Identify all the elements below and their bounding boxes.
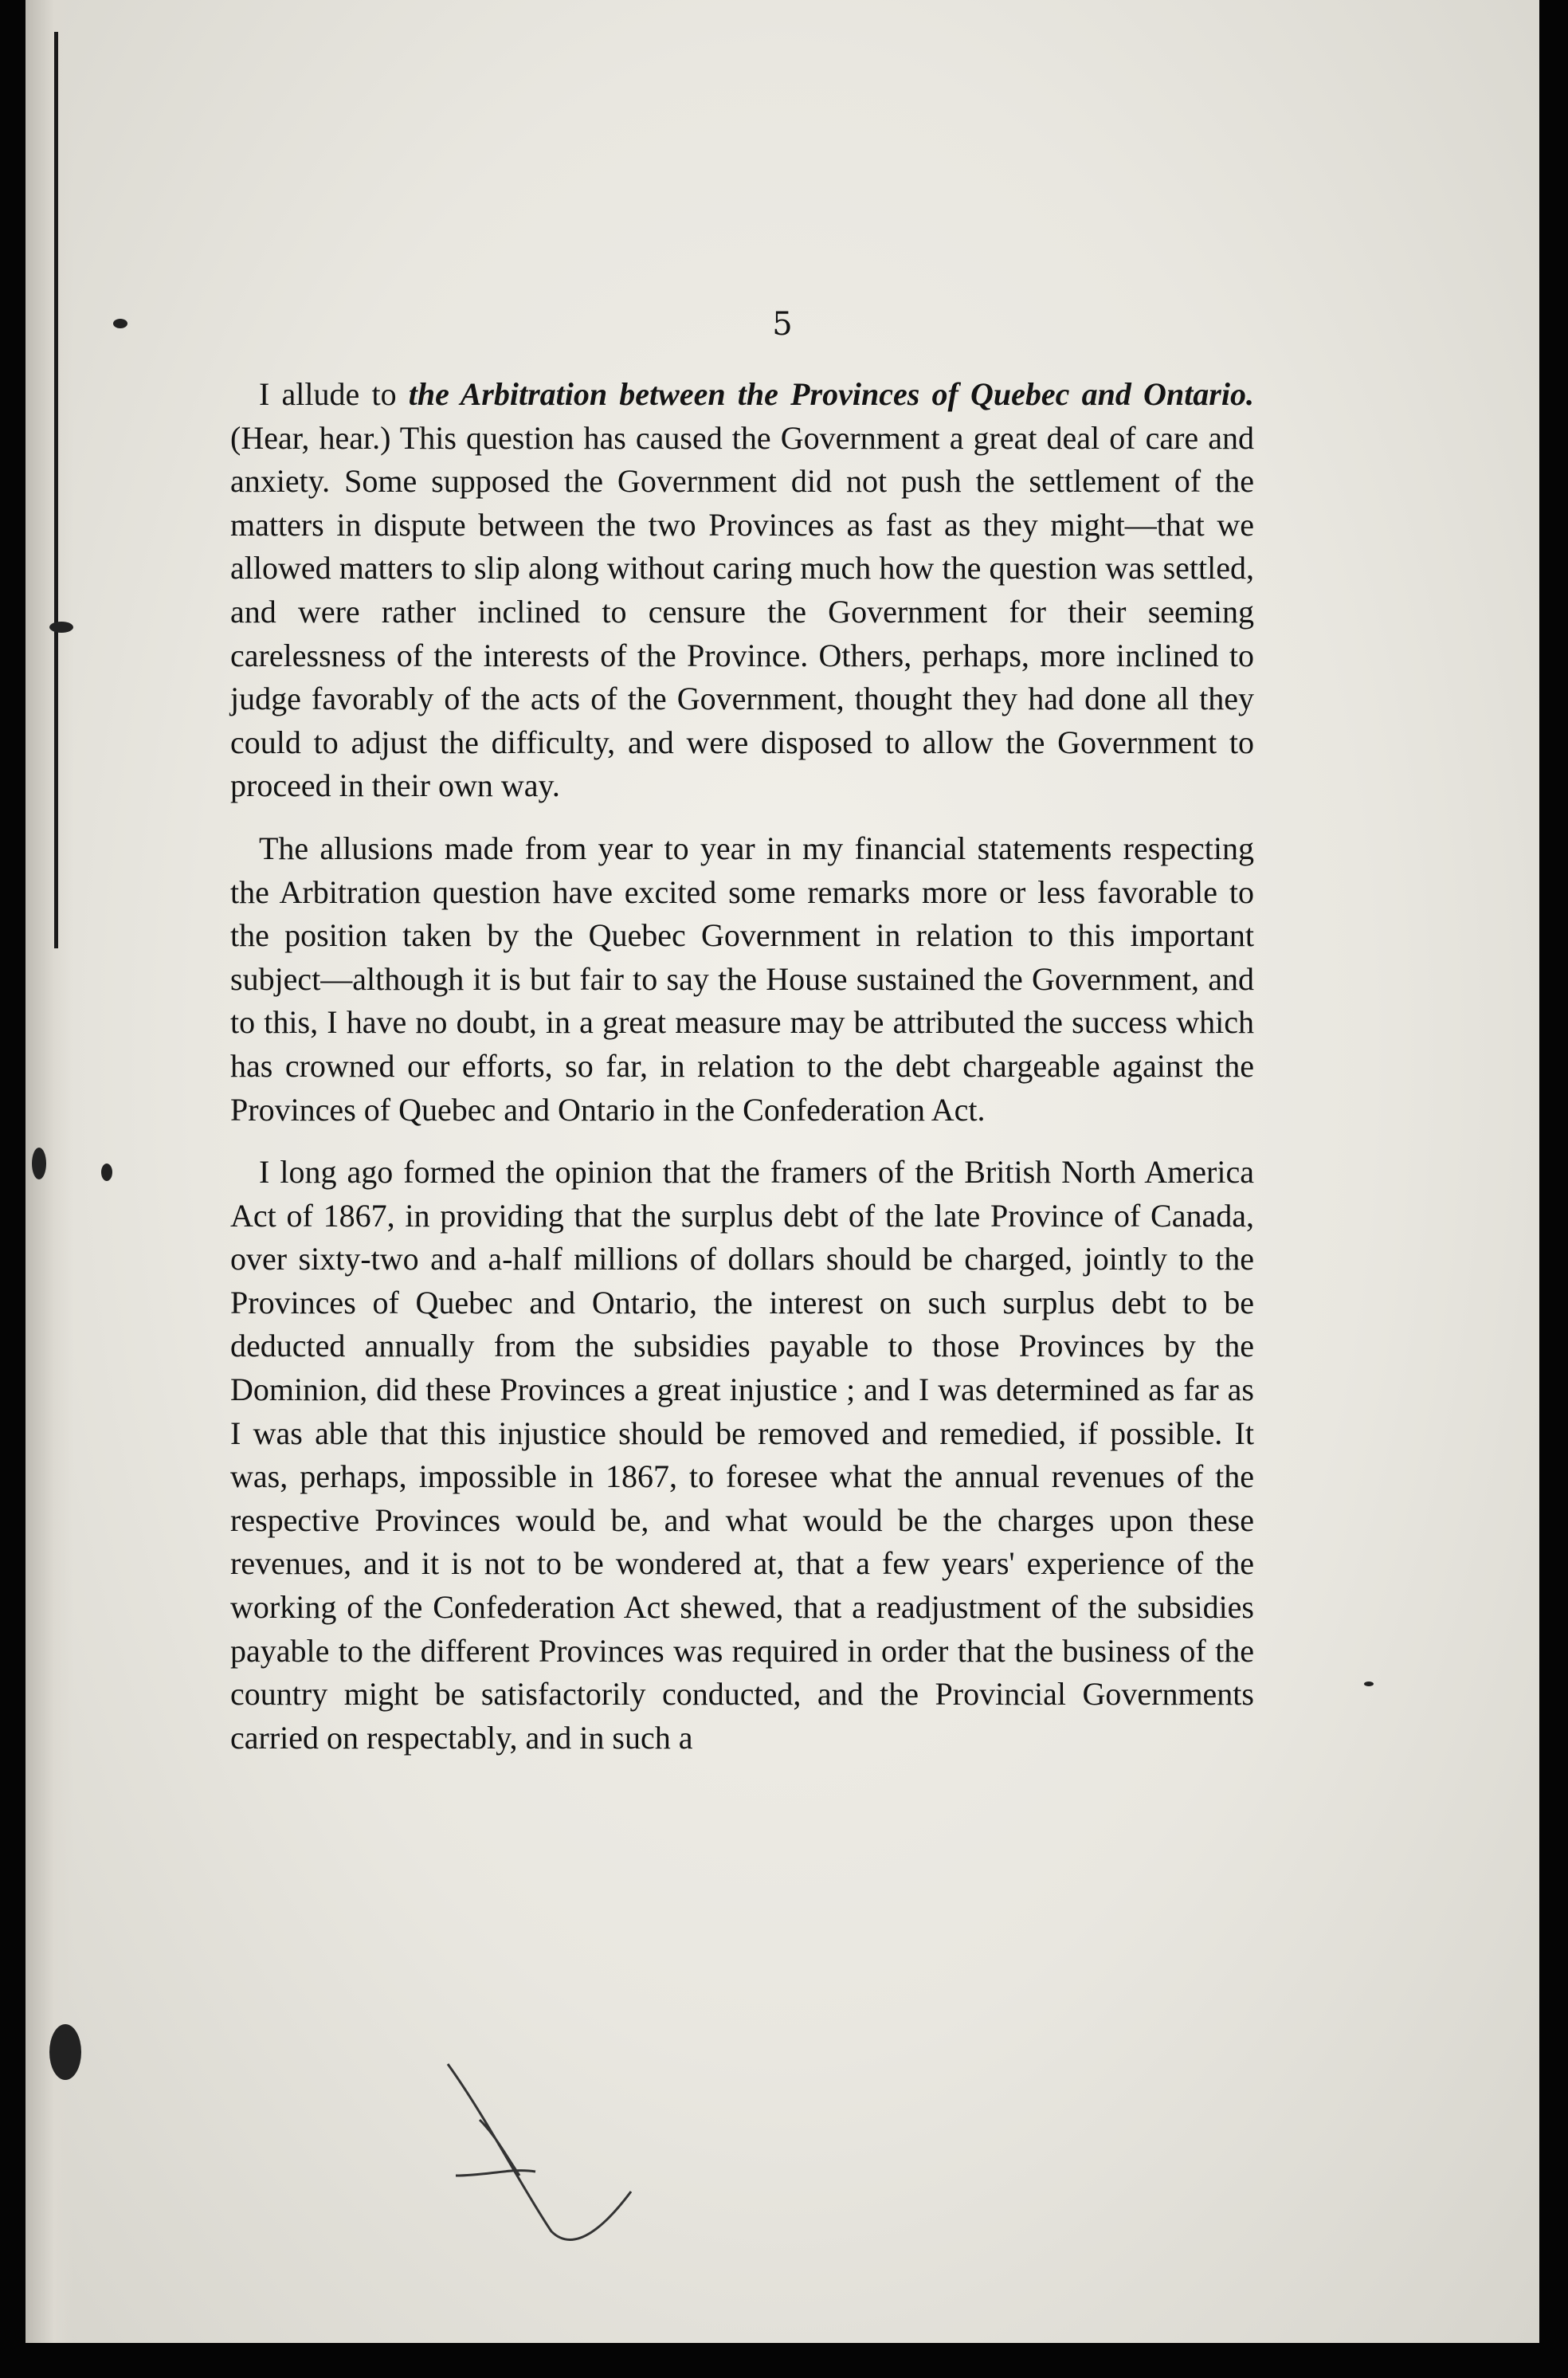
scan-speck <box>101 1163 112 1181</box>
scan-speck <box>1364 1681 1374 1686</box>
scan-speck <box>32 1148 46 1179</box>
paragraph-1-rest: (Hear, hear.) This question has caused the Government a great deal of care and anxiety. Some supposed the Government did not push the settlement of the matters in dispute between the two Provinces as fast as they might—that we allowed matters to slip along without caring much how the question was settled, and were rather inclined to censure the Government for their seeming carelessness of the interests of the Province. Others, perhaps, more inclined to judge favorably of the acts of the Government, thought they had done all they could to adjust the difficulty, and were disposed to allow the Government to proceed in their own way. <box>230 419 1254 804</box>
scan-speck <box>49 2024 81 2080</box>
paragraph-1-lead: I allude to <box>259 376 409 412</box>
paragraph-1-italic: the Arbitration between the Provinces of Quebec and Ontario. <box>408 376 1254 412</box>
fold-line <box>54 32 58 948</box>
page-number: 5 <box>772 306 793 343</box>
scan-speck <box>49 622 73 633</box>
paragraph-2: The allusions made from year to year in my financial statements respecting the Arbitration question have excited some remarks more or less favorable to the position taken by the Quebec Government in relation to this important subject—although it is but fair to say the House sustained the Government, and to this, I have no doubt, in a great measure may be attributed the success which has crowned our efforts, so far, in relation to the debt chargeable against the Provinces of Quebec and Ontario in the Confederation Act. <box>230 830 1254 1128</box>
document-page <box>25 0 1539 2343</box>
paragraph-3: I long ago formed the opinion that the framers of the British North America Act of 1867, in providing that the surplus debt of the late Province of Canada, over sixty-two and a-half millions of dollars should be charged, jointly to the Provinces of Quebec and Ontario, the interest on such surplus debt to be deducted annually from the subsidies payable to those Provinces by the Dominion, did these Provinces a great injustice ; and I was determined as far as I was able that this injustice should be removed and remedied, if possible. It was, perhaps, impossible in 1867, to foresee what the annual revenues of the respective Provinces would be, and what would be the charges upon these revenues, and it is not to be wondered at, that a few years' experience of the working of the Confederation Act shewed, that a readjustment of the subsidies payable to the different Provinces was required in order that the business of the country might be satisfactorily conducted, and the Provincial Governments carried on respectably, and in such a <box>230 1154 1254 1756</box>
body-text <box>230 373 1254 1779</box>
paragraph-1 <box>230 373 1254 808</box>
pencil-scribble <box>424 2056 647 2247</box>
